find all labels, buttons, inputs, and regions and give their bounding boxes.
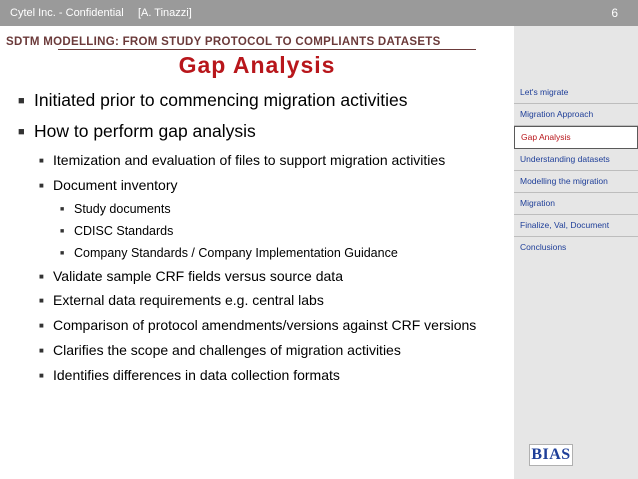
bullet-text: Itemization and evaluation of files to support migration activities — [53, 152, 446, 168]
sub-bullet-item — [39, 367, 508, 384]
square-bullet-icon: ■ — [39, 345, 44, 355]
bullet-text: CDISC Standards — [74, 223, 174, 238]
square-bullet-icon: ■ — [39, 156, 44, 165]
sub-bullet-item — [39, 152, 508, 169]
square-bullet-icon: ■ — [18, 95, 25, 107]
bullet-text: Validate sample CRF fields versus source data — [53, 267, 343, 284]
sub-sub-bullet-item — [60, 202, 508, 217]
square-bullet-icon: ■ — [60, 205, 65, 213]
square-bullet-icon: ■ — [39, 271, 44, 281]
square-bullet-icon: ■ — [39, 296, 44, 306]
bullet-item — [18, 121, 508, 142]
sub-bullet-item — [39, 268, 508, 285]
square-bullet-icon: ■ — [39, 370, 44, 380]
bullet-text: Initiated prior to commencing migration activities — [34, 90, 408, 110]
bullet-text: Study documents — [74, 201, 171, 216]
page-number: 6 — [611, 6, 618, 20]
sidebar-nav — [514, 82, 638, 258]
bullet-item — [18, 90, 508, 111]
nav-item-finalize-val-document[interactable]: Finalize, Val, Document — [514, 215, 638, 237]
nav-item-migration-approach[interactable]: Migration Approach — [514, 104, 638, 126]
bullet-text: Identifies differences in data collection formats — [53, 366, 340, 383]
subtitle-underline — [58, 49, 476, 50]
bullet-text: External data requirements e.g. central labs — [53, 292, 324, 309]
square-bullet-icon: ■ — [60, 227, 65, 235]
square-bullet-icon: ■ — [18, 126, 25, 138]
sub-bullet-item — [39, 177, 508, 194]
square-bullet-icon: ■ — [39, 321, 44, 331]
sub-sub-bullet-item — [60, 246, 508, 261]
sidebar — [514, 26, 638, 479]
nav-item-understanding-datasets[interactable]: Understanding datasets — [514, 149, 638, 171]
confidential-label: Cytel Inc. - Confidential — [10, 7, 124, 19]
slide-subtitle: SDTM MODELLING: FROM STUDY PROTOCOL TO COMPLIANTS DATASETS — [6, 36, 441, 48]
sub-bullet-item — [39, 317, 499, 334]
sub-bullet-item — [39, 342, 508, 359]
nav-item-migration[interactable]: Migration — [514, 193, 638, 215]
sub-sub-bullet-item — [60, 224, 508, 239]
bullet-text: How to perform gap analysis — [34, 121, 256, 141]
nav-item-gap-analysis[interactable]: Gap Analysis — [514, 126, 638, 149]
bias-logo: BIAS — [529, 444, 573, 466]
bullet-text: Document inventory — [53, 176, 178, 193]
top-bar — [0, 0, 638, 26]
nav-item-conclusions[interactable]: Conclusions — [520, 242, 567, 252]
nav-item-modelling-the-migration[interactable]: Modelling the migration — [514, 171, 638, 193]
sub-bullet-item — [39, 292, 508, 309]
bullet-text: Comparison of protocol amendments/versions against CRF versions — [53, 317, 477, 334]
author-label: [A. Tinazzi] — [138, 7, 192, 19]
bullet-text: Company Standards / Company Implementation Guidance — [74, 245, 398, 260]
square-bullet-icon: ■ — [39, 180, 44, 190]
square-bullet-icon: ■ — [60, 249, 65, 257]
bullet-text: Clarifies the scope and challenges of migration activities — [53, 341, 401, 358]
slide-content — [18, 90, 508, 392]
nav-item-lets-migrate[interactable]: Let's migrate — [514, 82, 638, 104]
slide-title: Gap Analysis — [178, 52, 336, 78]
